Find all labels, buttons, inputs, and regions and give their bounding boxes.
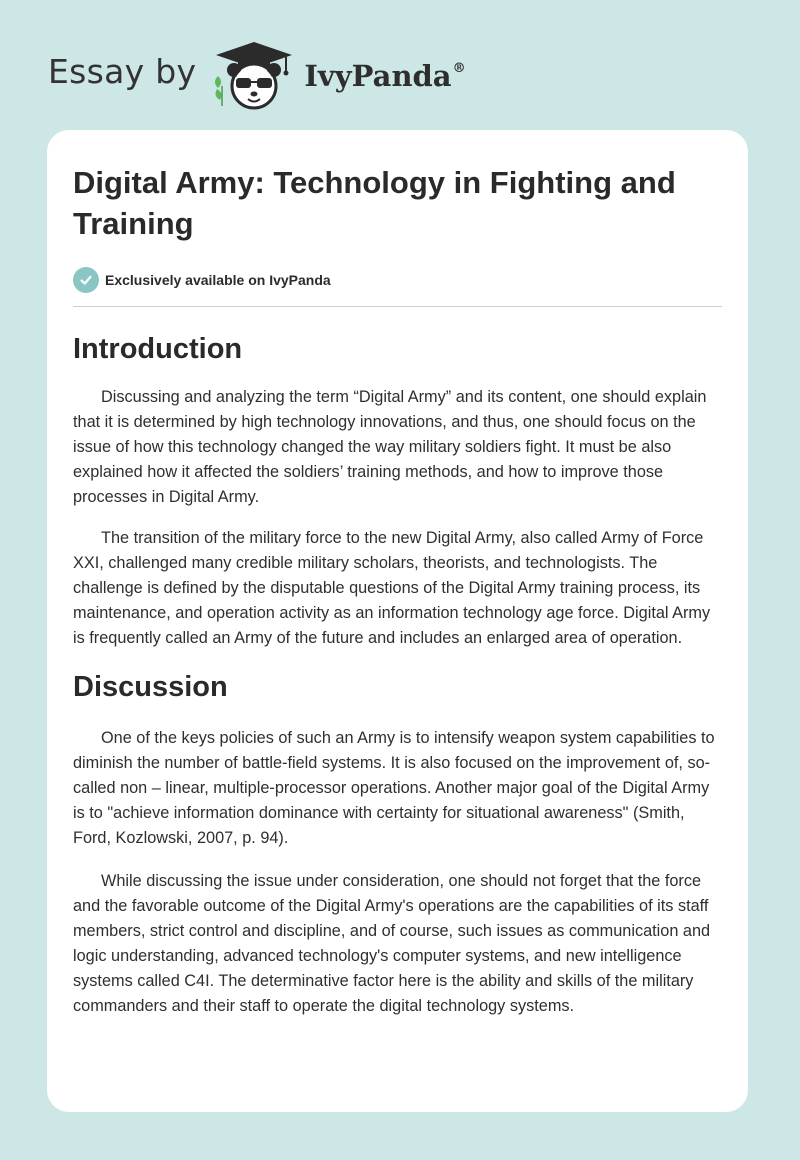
exclusive-badge bbox=[73, 266, 722, 294]
essay-title: Digital Army: Technology in Fighting and Training bbox=[73, 165, 676, 241]
ivypanda-logo-icon[interactable] bbox=[210, 38, 298, 110]
brand-name-text: IvyPanda bbox=[304, 59, 452, 93]
checkmark-icon bbox=[73, 267, 99, 293]
essay-by-label: Essay by bbox=[48, 51, 197, 91]
paragraph: One of the keys policies of such an Army is to intensify weapon system capabilities to diminish the number of battle-field systems. It is also focused on the improvement of, so-called non – linear, multiple-processor operations. Another major goal of the Digital Army is to "achieve information dominance with certainty for situational awareness" (Smith, Ford, Kozlowski, 2007, p. 94). bbox=[73, 729, 715, 847]
registered-mark: ® bbox=[452, 61, 466, 76]
paragraph: The transition of the military force to the new Digital Army, also called Army of Force XXI, challenged many credible military scholars, theorists, and technologists. The challenge is defined by the disputable questions of the Digital Army training process, its maintenance, and operation activity as an information technology age force. Digital Army is frequently called an Army of the future and includes an enlarged area of operation. bbox=[73, 529, 711, 647]
section-heading-discussion: Discussion bbox=[73, 671, 228, 703]
divider bbox=[73, 306, 722, 307]
site-header bbox=[48, 34, 466, 114]
essay-card bbox=[47, 130, 748, 1112]
brand-name[interactable] bbox=[304, 59, 465, 93]
paragraph: While discussing the issue under consideration, one should not forget that the force and the favorable outcome of the Digital Army's operations are the capabilities of its staff members, strict control and discipline, and of course, such issues as communication and logic understanding, advanced technology's computer systems, and new intelligence systems called C4I. The determinative factor here is the ability and skills of the military commanders and their staff to operate the digital technology systems. bbox=[73, 872, 711, 1015]
section-heading-introduction: Introduction bbox=[73, 333, 243, 365]
exclusive-badge-label: Exclusively available on IvyPanda bbox=[105, 272, 331, 288]
paragraph: Discussing and analyzing the term “Digital Army” and its content, one should explain that it is determined by high technology innovations, and thus, one should focus on the issue of how this technology changed the way military soldiers fight. It must be also explained how it affected the soldiers’ training methods, and how to improve those processes in Digital Army. bbox=[73, 388, 707, 506]
